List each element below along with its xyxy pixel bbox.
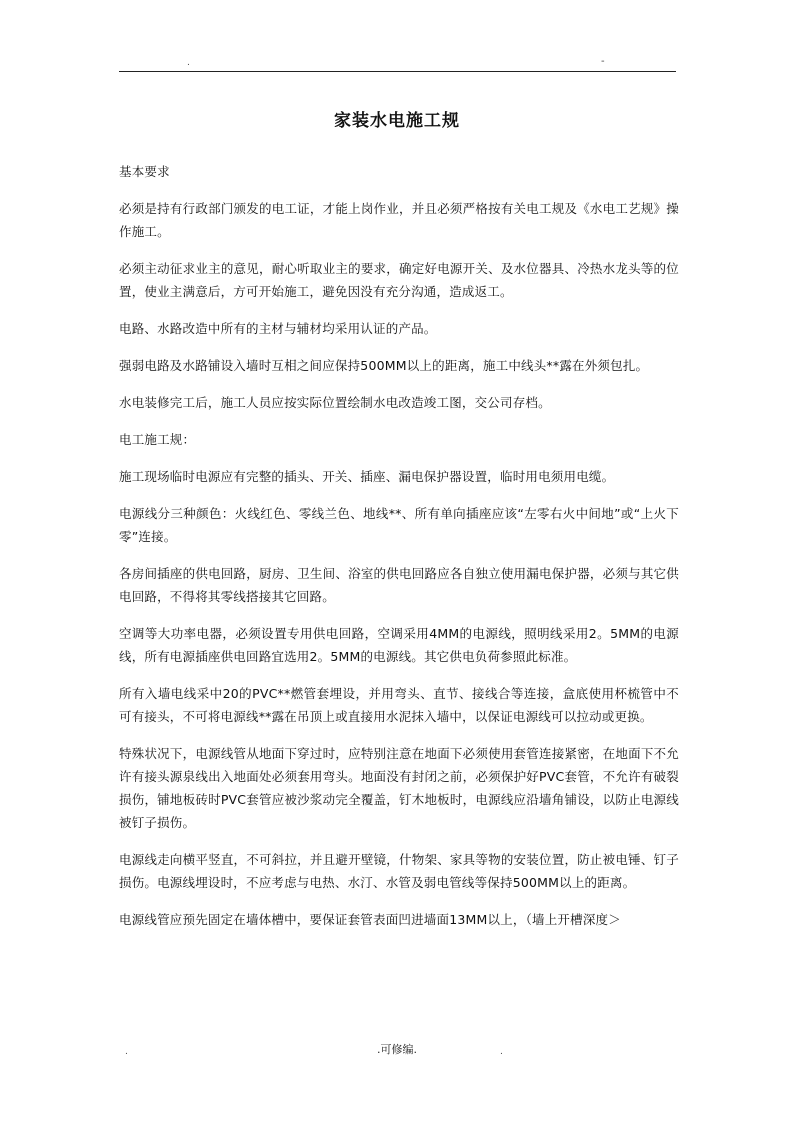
paragraph: 电源线管应预先固定在墙体槽中，要保证套管表面凹进墙面13MM以上，（墙上开槽深度＞ (119, 912, 621, 927)
header-mark: - (601, 56, 605, 67)
document-title: 家装水电施工规 (334, 111, 460, 131)
footer-text: .可修编. (377, 1043, 417, 1056)
paragraph: 强弱电路及水路铺设入墙时互相之间应保持500MM以上的距离，施工中线头**露在外须包扎。 (119, 358, 649, 373)
paragraph: 空调等大功率电器，必须设置专用供电回路，空调采用4MM的电源线，照明线采用2。5MM的电源线，所有电源插座供电回路宜选用2。5MM的电源线。其它供电负荷参照此标准。 (119, 626, 679, 664)
paragraph: 施工现场临时电源应有完整的插头、开关、插座、漏电保护器设置，临时用电须用电缆。 (119, 469, 615, 484)
paragraph: 电路、水路改造中所有的主材与辅材均采用认证的产品。 (119, 321, 437, 336)
paragraph: 必须主动征求业主的意见，耐心听取业主的要求，确定好电源开关、及水位器具、冷热水龙头等的位置，使业主满意后，方可开始施工，避免因没有充分沟通，造成返工。 (119, 261, 679, 299)
paragraph: 必须是持有行政部门颁发的电工证，才能上岗作业，并且必须严格按有关电工规及《水电工艺规》操作施工。 (119, 201, 679, 239)
paragraph: 基本要求 (119, 164, 170, 179)
paragraph: 电源线走向横平竖直，不可斜拉，并且避开壁镜，什物架、家具等物的安装位置，防止被电锤、钉子损伤。电源线埋设时，不应考虑与电热、水汀、水管及弱电管线等保持500MM以上的距离。 (119, 852, 679, 890)
paragraph: 电源线分三种颜色：火线红色、零线兰色、地线**、所有单向插座应该“左零右火中间地”或“上火下零”连接。 (119, 506, 679, 544)
paragraph: 水电装修完工后，施工人员应按实际位置绘制水电改造竣工图，交公司存档。 (119, 395, 551, 410)
header-rule (119, 71, 676, 72)
paragraph: 各房间插座的供电回路，厨房、卫生间、浴室的供电回路应各自独立使用漏电保护器，必须与其它供电回路，不得将其零线搭接其它回路。 (119, 566, 679, 604)
paragraph: 所有入墙电线采中20的PVC**燃管套埋设，并用弯头、直节、接线合等连接，盒底使用杯梳管中不可有接头，不可将电源线**露在吊顶上或直接用水泥抹入墙中，以保证电源线可以拉动或更换。 (119, 686, 679, 724)
document-body (119, 160, 679, 931)
footer-mark: . (125, 1047, 128, 1057)
header-mark: . (187, 58, 190, 68)
paragraph: 电工施工规： (119, 432, 196, 447)
footer-mark: . (500, 1047, 503, 1057)
paragraph: 特殊状况下，电源线管从地面下穿过时，应特别注意在地面下必须使用套管连接紧密，在地面下不允许有接头源泉线出入地面处必须套用弯头。地面没有封闭之前，必须保护好PVC套管，不允许有破裂损伤，铺地板砖时PVC套管应被沙浆动完全覆盖，钉木地板时，电源线应沿墙角铺设，以防止电源线被钉子损伤。 (119, 746, 679, 830)
page-footer (0, 1041, 794, 1061)
